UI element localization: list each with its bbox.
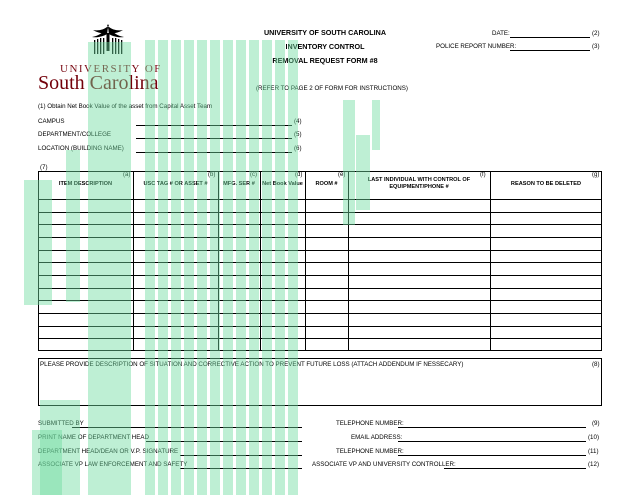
location-num: (6) [294,145,302,152]
column-letter: (f) [480,172,486,178]
header-refer-instructions: (REFER TO PAGE 2 OF FORM FOR INSTRUCTIONS) [256,85,408,92]
table-column-divider [490,171,491,351]
highlight-stripe [88,42,131,495]
column-letter: (b) [208,172,216,178]
police-report-num: (3) [592,43,600,50]
highlight-stripe [158,40,168,495]
column-header: USC TAG # OR ASSET # [143,181,208,187]
column-header: REASON TO BE DELETED [510,181,582,187]
column-header: ITEM DESCRIPTION [58,181,113,187]
highlight-stripe [288,40,298,495]
highlight-stripe [171,40,181,495]
print-dept-head-label: PRINT NAME OF DEPARTMENT HEAD [38,434,149,441]
highlight-stripe [343,100,355,225]
table-column-divider [305,171,306,351]
column-header: MFG. SER # [223,181,255,187]
highlight-stripe [66,150,80,302]
controller-label: ASSOCIATE VP AND UNIVERSITY CONTROLLER: [312,461,456,468]
header-university: UNIVERSITY OF SOUTH CAROLINA [263,28,387,37]
highlight-stripe [249,40,259,495]
assoc-vp-law-label: ASSOCIATE VP LAW ENFORCEMENT AND SAFETY [38,461,188,468]
submitted-by-label: SUBMITTED BY [38,420,84,427]
highlight-stripe [262,40,272,495]
table-column-divider [260,171,261,351]
column-header: LAST INDIVIDUAL WITH CONTROL OF EQUIPMENT/PHONE # [367,177,471,190]
highlight-stripe [210,40,220,495]
table-marker: (7) [40,164,48,171]
highlight-stripe [197,40,207,495]
department-label: DEPARTMENT/COLLEGE [38,131,112,138]
police-report-label: POLICE REPORT NUMBER: [436,43,517,50]
column-letter: (e) [338,172,346,178]
telephone-num-2: (11) [588,448,599,455]
email-line[interactable] [398,441,586,442]
highlight-stripe [356,135,370,210]
dept-head-signature-label: DEPARTMENT HEAD/DEAN OR V.P. SIGNATURE [38,448,179,455]
telephone-line-2[interactable] [398,455,586,456]
column-letter: (g) [592,172,600,178]
column-letter: (d) [295,172,303,178]
highlight-stripe [184,40,194,495]
campus-label: CAMPUS [38,118,65,125]
header-inventory-control: INVENTORY CONTROL [285,42,365,51]
header-form-title: REMOVAL REQUEST FORM #8 [272,56,378,65]
table-column-divider [133,171,134,351]
logo-university-of: UNIVERSITY OF [60,63,162,75]
highlight-stripe [236,40,246,495]
highlight-stripe [145,40,155,495]
date-num: (2) [592,30,600,37]
column-letter: (a) [123,172,131,178]
controller-num: (12) [588,461,600,468]
highlight-stripe [372,100,380,150]
police-report-input-line[interactable] [510,50,590,51]
telephone-label-1: TELEPHONE NUMBER: [336,420,404,427]
campus-num: (4) [294,118,302,125]
column-header: ROOM # [315,181,338,187]
highlight-stripe [275,40,285,495]
highlight-stripe [223,40,233,495]
email-label: EMAIL ADDRESS: [351,434,403,441]
date-label: DATE: [492,30,510,37]
email-num: (10) [588,434,600,441]
date-input-line[interactable] [510,37,590,38]
department-num: (5) [294,131,302,138]
instruction-net-book-value: (1) Obtain Net Book Value of the asset from Capital Asset Team [38,103,213,110]
description-label: PLEASE PROVIDE DESCRIPTION OF SITUATION AND CORRECTIVE ACTION TO PREVENT FUTURE LOSS (ATTACH ADDENDUM IF NESSECARY) [40,361,464,368]
telephone-num-1: (9) [592,420,600,427]
description-num: (8) [592,361,600,368]
location-label: LOCATION (BUILDING NAME) [38,145,124,152]
controller-line[interactable] [444,468,586,469]
telephone-label-2: TELEPHONE NUMBER: [336,448,404,455]
logo-south-carolina: South Carolina [38,72,159,94]
highlight-stripe [32,430,62,495]
highlight-stripe [24,180,52,305]
telephone-line-1[interactable] [398,427,586,428]
column-letter: (c) [250,172,257,178]
column-header: Net Book Value [262,181,303,187]
